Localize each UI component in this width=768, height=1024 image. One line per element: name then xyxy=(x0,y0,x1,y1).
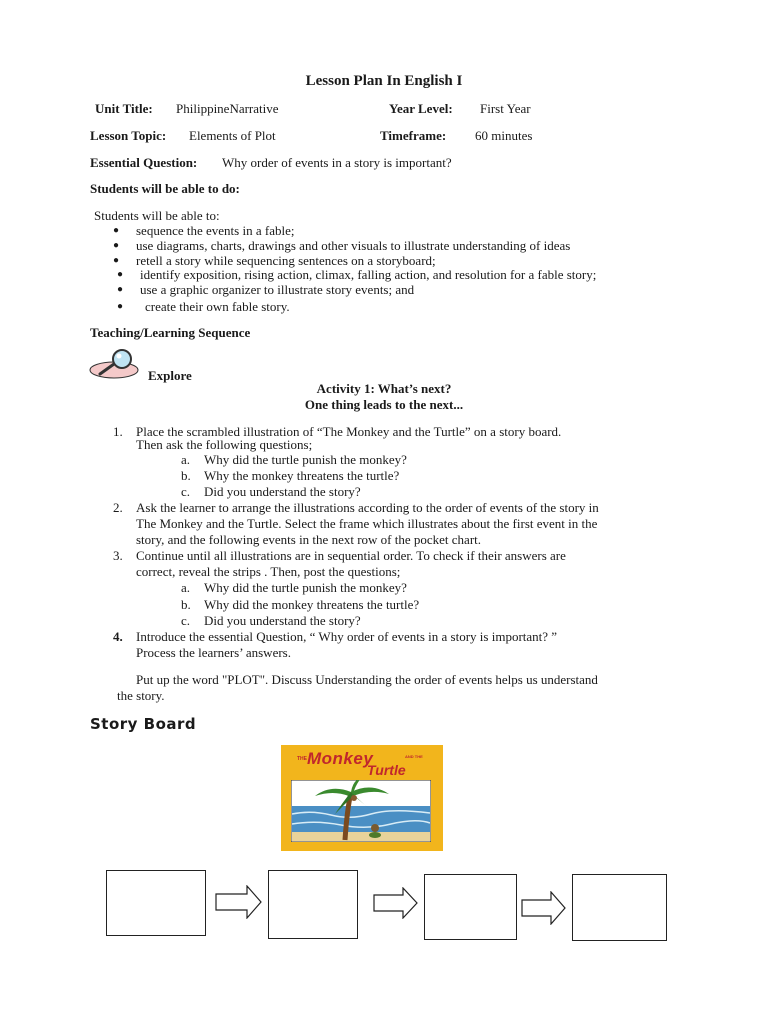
activity-title: Activity 1: What’s next? xyxy=(316,381,452,396)
cover-scene-illustration xyxy=(291,780,431,842)
essential-question-value: Why order of events in a story is important? xyxy=(222,155,452,170)
bullet-dot: ● xyxy=(117,269,124,280)
objective-item: retell a story while sequencing sentences on a storyboard; xyxy=(136,253,436,268)
step-line: story, and the following events in the next row of the pocket chart. xyxy=(136,532,482,547)
closing-line: the story. xyxy=(117,688,165,703)
bullet-dot: ● xyxy=(113,240,120,251)
step-line: Ask the learner to arrange the illustrations according to the order of events of the story in xyxy=(136,500,599,515)
sub-letter: c. xyxy=(181,484,191,499)
book-cover-image xyxy=(281,745,443,851)
step-line: Place the scrambled illustration of “The Monkey and the Turtle” on a story board. xyxy=(136,424,562,439)
page-title: Lesson Plan In English I xyxy=(305,73,463,89)
sub-question: Why the monkey threatens the turtle? xyxy=(204,468,400,483)
sub-letter: b. xyxy=(181,468,191,483)
sub-question: Did you understand the story? xyxy=(204,613,361,628)
objective-item: sequence the events in a fable; xyxy=(136,223,295,238)
cover-title-the: THE xyxy=(297,756,307,762)
timeframe-label: Timeframe: xyxy=(380,128,447,143)
step-number: 1. xyxy=(113,424,123,439)
step-line: Process the learners’ answers. xyxy=(136,645,291,660)
magnifier-icon xyxy=(88,348,148,382)
lesson-topic-label: Lesson Topic: xyxy=(90,128,167,143)
storyboard-frame-2 xyxy=(268,870,358,939)
sub-letter: a. xyxy=(181,580,191,595)
objective-item: identify exposition, rising action, climax, falling action, and resolution for a fable story; xyxy=(140,267,597,282)
storyboard-frame-4 xyxy=(572,874,667,941)
step-line: Introduce the essential Question, “ Why order of events in a story is important? ” xyxy=(136,629,558,644)
step-line: The Monkey and the Turtle. Select the frame which illustrates about the first event in the xyxy=(136,516,598,531)
bullet-dot: ● xyxy=(117,301,124,312)
objective-item: create their own fable story. xyxy=(145,299,290,314)
cover-title-main: Monkey xyxy=(307,749,374,768)
sub-letter: a. xyxy=(181,452,191,467)
objectives-intro: Students will be able to: xyxy=(94,208,220,223)
storyboard-heading: Story Board xyxy=(90,715,197,733)
explore-label: Explore xyxy=(148,368,192,383)
sub-question: Why did the turtle punish the monkey? xyxy=(204,452,407,467)
arrow-right-icon xyxy=(521,891,567,925)
step-number: 4. xyxy=(113,629,123,644)
step-number: 2. xyxy=(113,500,123,515)
step-number: 3. xyxy=(113,548,123,563)
objectives-heading: Students will be able to do: xyxy=(90,181,240,196)
step-line: Continue until all illustrations are in sequential order. To check if their answers are xyxy=(136,548,566,563)
bullet-dot: ● xyxy=(113,225,120,236)
lesson-topic-value: Elements of Plot xyxy=(189,128,276,143)
sub-letter: c. xyxy=(181,613,191,628)
objective-item: use diagrams, charts, drawings and other visuals to illustrate understanding of ideas xyxy=(136,238,571,253)
year-level-value: First Year xyxy=(480,101,531,116)
storyboard-frame-1 xyxy=(106,870,206,936)
cover-title-and: AND THE xyxy=(405,754,423,759)
arrow-right-icon xyxy=(373,887,419,919)
objective-item: use a graphic organizer to illustrate story events; and xyxy=(140,282,415,297)
sub-question: Did you understand the story? xyxy=(204,484,361,499)
closing-line: Put up the word "PLOT". Discuss Understanding the order of events helps us understand xyxy=(136,672,598,687)
cover-title-sub: Turtle xyxy=(367,762,406,778)
year-level-label: Year Level: xyxy=(389,101,453,116)
timeframe-value: 60 minutes xyxy=(475,128,533,143)
sub-question: Why did the turtle punish the monkey? xyxy=(204,580,407,595)
sub-letter: b. xyxy=(181,597,191,612)
storyboard-frame-3 xyxy=(424,874,517,940)
unit-title-value: PhilippineNarrative xyxy=(176,101,279,116)
unit-title-label: Unit Title: xyxy=(95,101,153,116)
activity-subtitle: One thing leads to the next... xyxy=(304,397,464,412)
bullet-dot: ● xyxy=(117,284,124,295)
step-line: correct, reveal the strips . Then, post the questions; xyxy=(136,564,401,579)
sub-question: Why did the monkey threatens the turtle? xyxy=(204,597,420,612)
bullet-dot: ● xyxy=(113,255,120,266)
step-line: Then ask the following questions; xyxy=(136,437,313,452)
essential-question-label: Essential Question: xyxy=(90,155,198,170)
sequence-heading: Teaching/Learning Sequence xyxy=(90,325,251,340)
arrow-right-icon xyxy=(215,885,263,919)
